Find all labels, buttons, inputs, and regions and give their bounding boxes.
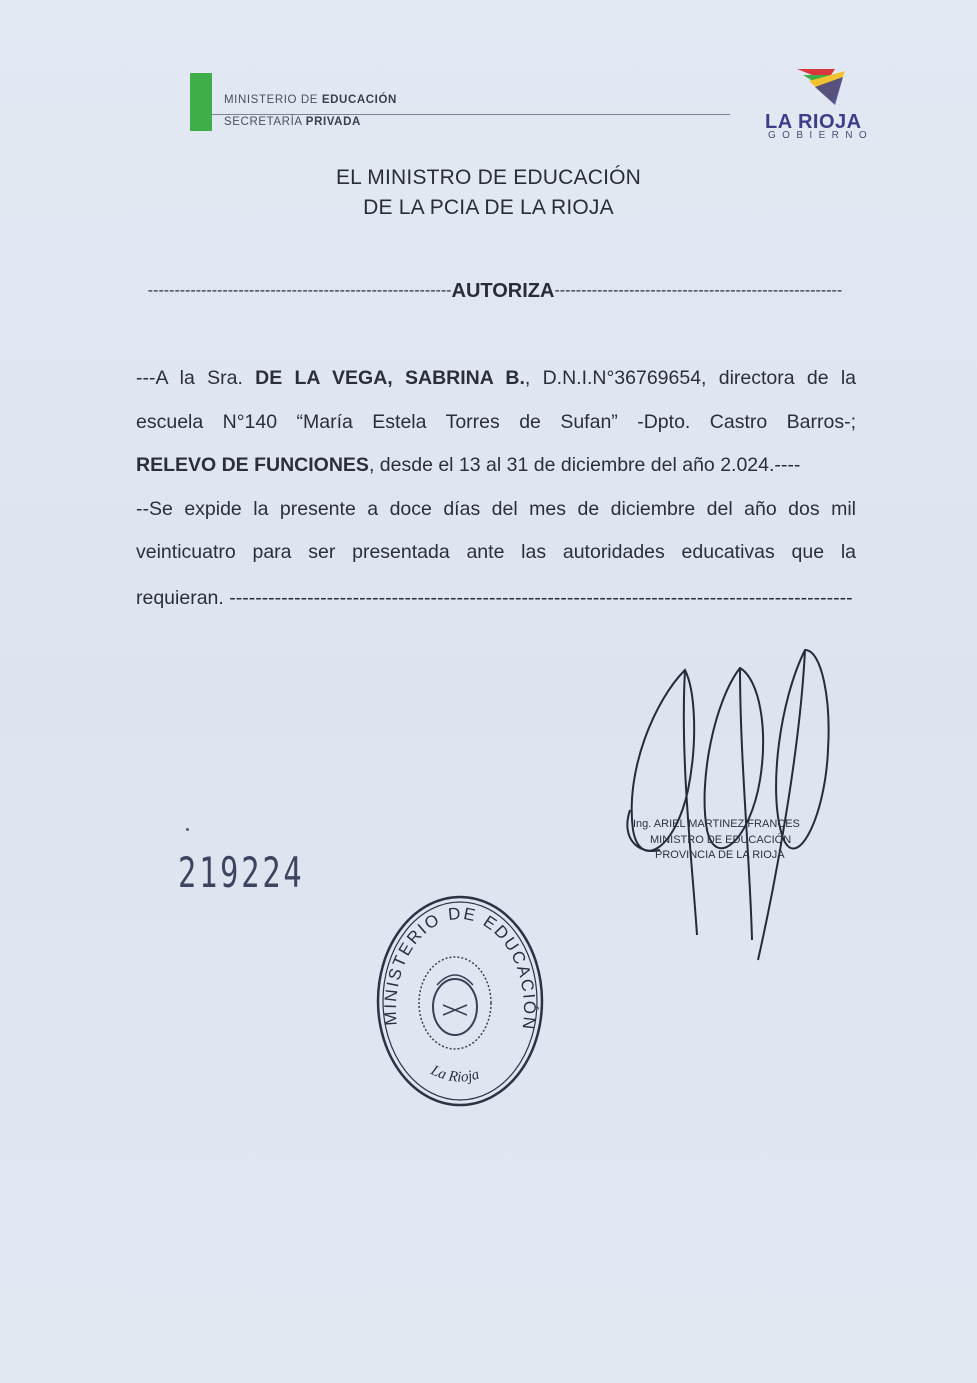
- signature-role: MINISTRO DE EDUCACIÓN: [650, 834, 792, 846]
- title-line-2: DE LA PCIA DE LA RIOJA: [363, 196, 614, 219]
- body-line-2: escuela N°140 “María Estela Torres de Sufan” -Dpto. Castro Barros-;: [136, 411, 856, 433]
- header-office-prefix: SECRETARÍA: [224, 116, 306, 128]
- autoriza-dash-right: ------------------------------------------------------: [554, 282, 843, 299]
- logo-subtitle: GOBIERNO: [768, 130, 874, 141]
- signature-province: PROVINCIA DE LA RIOJA: [655, 849, 785, 861]
- body-relevo: RELEVO DE FUNCIONES: [136, 454, 369, 476]
- body-line-1-post: , D.N.I.N°36769654, directora de la: [524, 367, 857, 389]
- header-ministry-prefix: MINISTERIO DE: [224, 94, 322, 106]
- header-divider: [212, 114, 730, 115]
- autoriza-heading: [140, 280, 850, 303]
- body-line-1: [136, 367, 856, 390]
- body-line-3-post: , desde el 13 al 31 de diciembre del año 2.024.----: [368, 454, 801, 476]
- body-line-6: requieran. ------------------------------------------------------------------------------------------------: [136, 587, 853, 609]
- seal-bottom-text: La Rioja: [428, 1062, 482, 1086]
- header-ministry-bold: EDUCACIÓN: [321, 94, 397, 106]
- signature-name: Ing. ARIEL MARTINEZ FRANCES: [633, 818, 800, 830]
- header-ministry: [224, 94, 397, 106]
- stamp-number: 219224: [178, 848, 305, 897]
- svg-text:La Rioja: [427, 1062, 481, 1085]
- autoriza-word: AUTORIZA: [451, 280, 555, 302]
- header-office: [224, 116, 361, 128]
- ink-dot: [186, 828, 189, 831]
- logo-name: LA RIOJA: [765, 111, 862, 133]
- autoriza-dash-left: ---------------------------------------------------------: [147, 282, 452, 299]
- la-rioja-logo-icon: [795, 65, 847, 109]
- body-line-4: --Se expide la presente a doce días del mes de diciembre del año dos mil: [136, 498, 856, 520]
- header-office-bold: PRIVADA: [305, 116, 361, 128]
- handwritten-signature: [600, 640, 860, 970]
- ministry-seal-stamp: [375, 895, 545, 1110]
- body-line-3: [136, 454, 856, 477]
- body-line-1-pre: ---A la Sra.: [136, 367, 256, 389]
- body-person-name: DE LA VEGA, SABRINA B.: [255, 367, 525, 389]
- title-line-1: EL MINISTRO DE EDUCACIÓN: [335, 166, 642, 189]
- body-line-5: veinticuatro para ser presentada ante las autoridades educativas que la: [136, 541, 856, 563]
- header-green-bar: [190, 73, 212, 131]
- seal-outer-text: MINISTERIO DE EDUCACIÓN: [380, 903, 540, 1033]
